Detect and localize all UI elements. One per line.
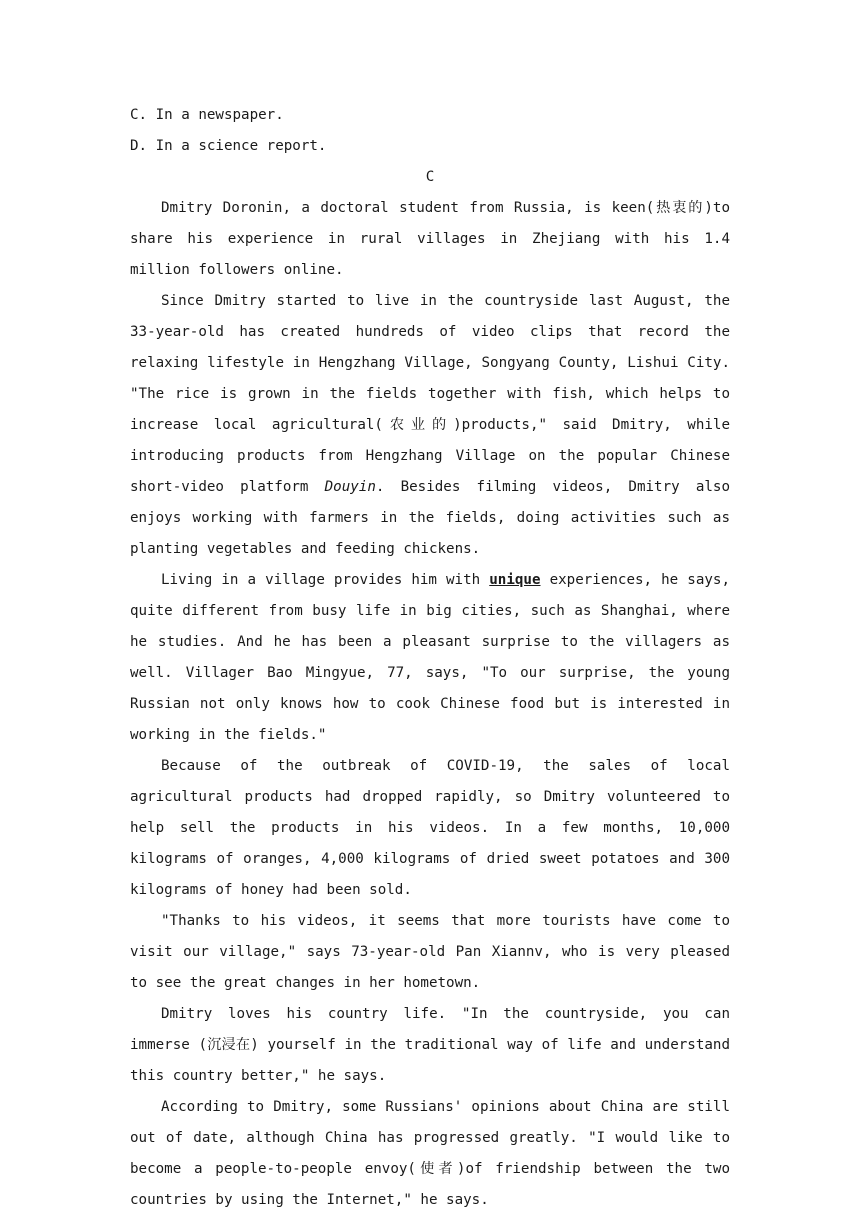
paragraph-3-text-a: Living in a village provides him with <box>161 572 490 588</box>
paragraph-4: Because of the outbreak of COVID-19, the sales of local agricultural products had dropped rapidly, so Dmitry volunteered to help sell the products in his videos. In a few months, 10,000 kilograms of oranges, 4,000 kilograms of dried sweet potatoes and 300 kilograms of honey had been sold. <box>130 758 730 898</box>
paragraph-1: Dmitry Doronin, a doctoral student from Russia, is keen(热衷的)to share his experience in rural villages in Zhejiang with his 1.4 million followers online. <box>130 200 730 278</box>
paragraph-3 <box>130 565 730 751</box>
paragraph-5: "Thanks to his videos, it seems that more tourists have come to visit our village," says 73-year-old Pan Xiannv, who is very pleased to see the great changes in her hometown. <box>130 913 730 991</box>
paragraph-3-text-b: experiences, he says, quite different from busy life in big cities, such as Shanghai, where he studies. And he has been a pleasant surprise to the villagers as well. Villager Bao Mingyue, 77, says, "To our surprise, the young Russian not only knows how to cook Chinese food but is interested in working in the fields." <box>130 572 730 743</box>
paragraph-2-text-b: . Besides filming videos, Dmitry also enjoys working with farmers in the fields, doing activities such as planting vegetables and feeding chickens. <box>130 479 731 557</box>
paragraph-6: Dmitry loves his country life. "In the countryside, you can immerse (沉浸在) yourself in the traditional way of life and understand this country better," he says. <box>130 1006 730 1084</box>
option-d: D. In a science report. <box>130 138 327 154</box>
underlined-word: unique <box>489 572 541 588</box>
paragraph-2-text-a: Since Dmitry started to live in the countryside last August, the 33-year-old has created hundreds of video clips that record the relaxing lifestyle in Hengzhang Village, Songyang County, Lishui City. "The rice is grown in the fields together with fish, which helps to increase local agricultural(农业的)products," said Dmitry, while introducing products from Hengzhang Village on the popular Chinese short-video platform <box>130 293 730 495</box>
document-page <box>130 100 730 1216</box>
platform-name: Douyin <box>324 479 376 495</box>
paragraph-2 <box>130 286 730 565</box>
section-heading: C <box>425 169 435 185</box>
paragraph-7: According to Dmitry, some Russians' opinions about China are still out of date, although China has progressed greatly. "I would like to become a people-to-people envoy(使者)of friendship between the two countries by using the Internet," he says. <box>130 1099 730 1208</box>
option-c: C. In a newspaper. <box>130 107 284 123</box>
